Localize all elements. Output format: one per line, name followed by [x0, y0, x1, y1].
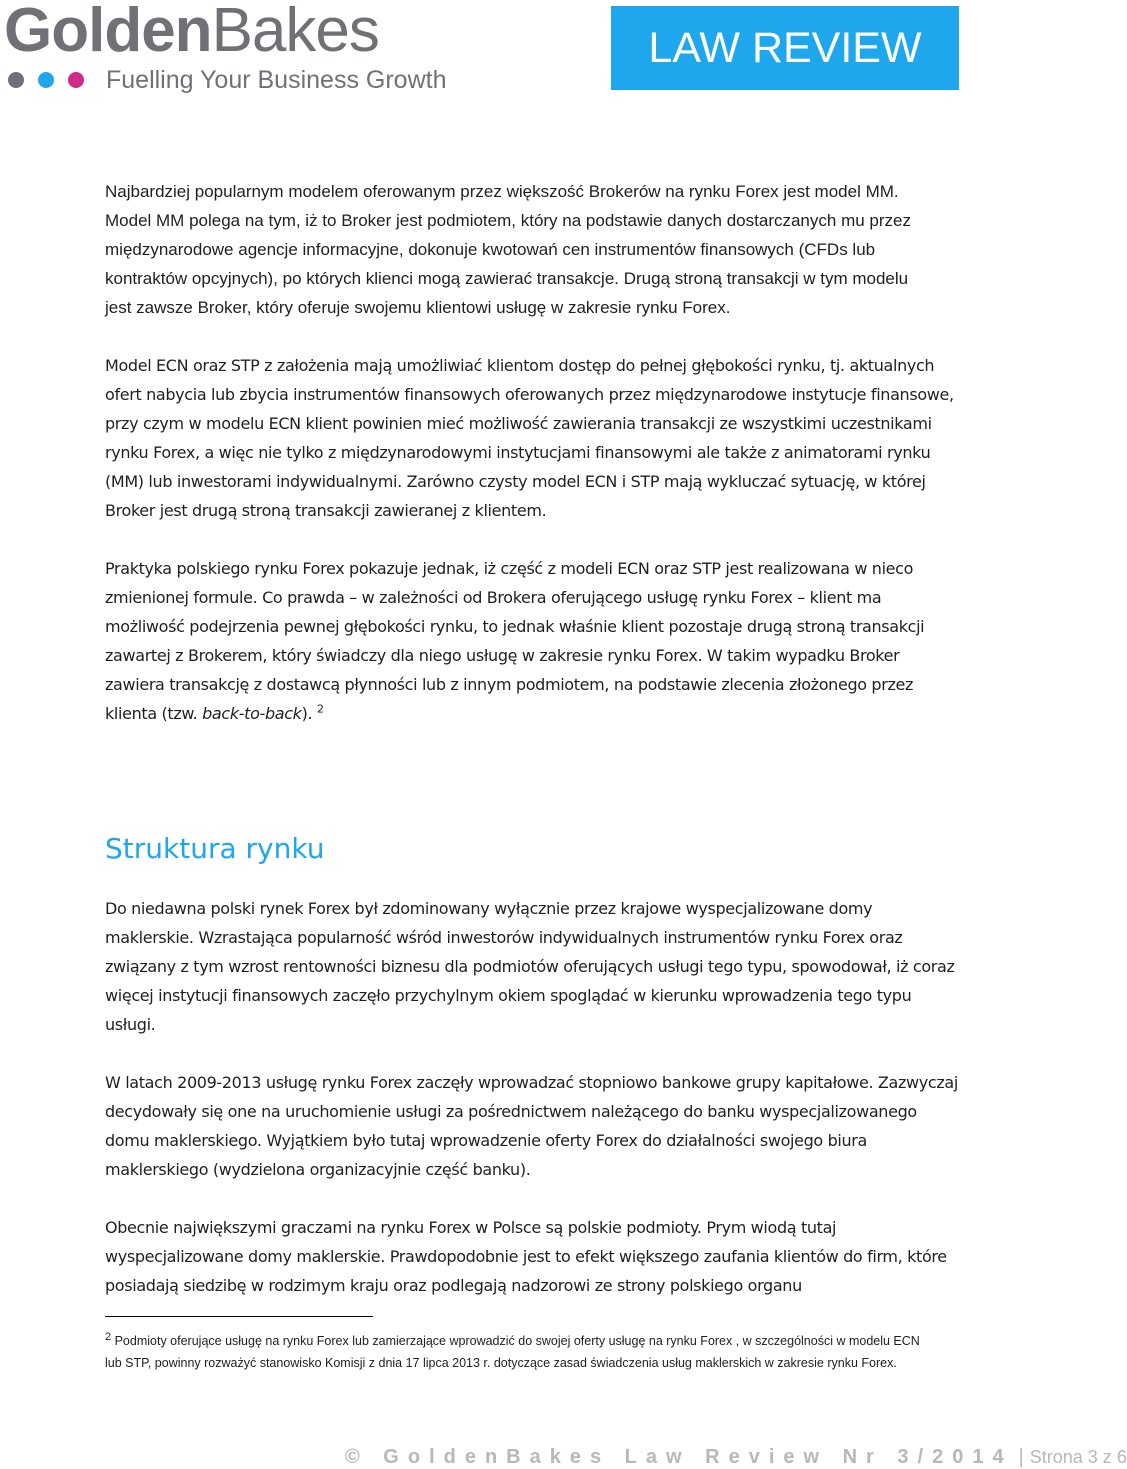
law-review-badge: LAW REVIEW	[611, 6, 959, 90]
footer-separator: |	[1018, 1446, 1024, 1468]
footnote	[105, 1330, 925, 1374]
section-content	[105, 894, 960, 1300]
blue-dot-icon	[38, 72, 54, 88]
gray-dot-icon	[8, 72, 24, 88]
paragraph-practice-text: Praktyka polskiego rynku Forex pokazuje jednak, iż część z modeli ECN oraz STP jest realizowana w nieco zmienionej formule. Co prawda – w zależności od Brokera oferującego usługę rynku Forex – klient ma możliwość podejrzenia pewnej głębokości rynku, to jednak właśnie klient pozostaje drugą stroną transakcji zawartej z Brokerem, który świadczy dla niego usługę w zakresie rynku Forex. W takim wypadku Broker zawiera transakcję z dostawcą płynności lub z innym podmiotem, na podstawie zlecenia złożonego przez klienta (tzw.	[105, 559, 925, 723]
section-heading: Struktura rynku	[105, 832, 325, 865]
logo-light: Bakes	[211, 0, 379, 65]
footnote-reference[interactable]: 2	[316, 702, 324, 716]
logo-bold: Golden	[4, 0, 212, 65]
magenta-dot-icon	[68, 72, 84, 88]
footer-brand: © GoldenBakes Law Review Nr 3/2014	[345, 1446, 1013, 1468]
paragraph-ecn-stp: Model ECN oraz STP z założenia mają umożliwiać klientom dostęp do pełnej głębokości rynku, tj. aktualnych ofert nabycia lub zbycia instrumentów finansowych oferowanych przez międzynarodowe instytucje finansowe, przy czym w modelu ECN klient powinien mieć możliwość zawierania transakcji ze wszystkimi uczestnikami rynku Forex, a więc nie tylko z międzynarodowymi instytucjami finansowymi ale także z animatorami rynku (MM) lub inwestorami indywidualnymi. Zarówno czysty model ECN i STP mają wykluczać sytuację, w której Broker jest drugą stroną transakcji zawieranej z klientem.	[105, 356, 954, 520]
paragraph-practice-end: ).	[301, 704, 313, 723]
main-content	[105, 177, 955, 728]
paragraph-market-history: Do niedawna polski rynek Forex był zdominowany wyłącznie przez krajowe wyspecjalizowane domy maklerskie. Wzrastająca popularność wśród inwestorów indywidualnych instrumentów rynku Forex oraz związany z tym wzrost rentowności biznesu dla podmiotów oferujących usługi tego typu, spowodował, iż coraz więcej instytucji finansowych zaczęło przychylnym okiem spoglądać w kierunku wprowadzenia tego typu usługi.	[105, 899, 955, 1034]
page-footer	[345, 1446, 1127, 1469]
footnote-divider	[105, 1316, 373, 1317]
logo-dots	[8, 72, 84, 88]
footnote-text: Podmioty oferujące usługę na rynku Forex lub zamierzające wprowadzić do swojej oferty usługę na rynku Forex , w szczególności w modelu ECN lub STP, powinny rozważyć stanowisko Komisji z dnia 17 lipca 2013 r. dotyczące zasad świadczenia usług maklerskich w zakresie rynku Forex.	[105, 1334, 920, 1370]
page-number: Strona 3 z 6	[1029, 1447, 1127, 1467]
logo-wordmark	[4, 0, 379, 65]
footnote-marker: 2	[105, 1330, 112, 1343]
paragraph-mm-model: Najbardziej popularnym modelem oferowanym przez większość Brokerów na rynku Forex jest model MM. Model MM polega na tym, iż to Broker jest podmiotem, który na podstawie danych dostarczanych mu przez międzynarodowe agencje informacyjne, dokonuje kwotowań cen instrumentów finansowych (CFDs lub kontraktów opcyjnych), po których klienci mogą zawierać transakcje. Drugą stroną transakcji w tym modelu jest zawsze Broker, który oferuje swojemu klientowi usługę w zakresie rynku Forex.	[105, 182, 911, 317]
paragraph-practice-italic: back-to-back	[202, 704, 302, 723]
paragraph-practice	[105, 554, 955, 728]
paragraph-current-players: Obecnie największymi graczami na rynku Forex w Polsce są polskie podmioty. Prym wiodą tutaj wyspecjalizowane domy maklerskie. Prawdopodobnie jest to efekt większego zaufania klientów do firm, które posiadają siedzibę w rodzimym kraju oraz podlegają nadzorowi ze strony polskiego organu	[105, 1218, 947, 1295]
paragraph-banks: W latach 2009-2013 usługę rynku Forex zaczęły wprowadzać stopniowo bankowe grupy kapitałowe. Zazwyczaj decydowały się one na uruchomienie usługi za pośrednictwem należącego do banku wyspecjalizowanego domu maklerskiego. Wyjątkiem było tutaj wprowadzenie oferty Forex do działalności swojego biura maklerskiego (wydzielona organizacyjnie część banku).	[105, 1073, 958, 1179]
logo-tagline: Fuelling Your Business Growth	[106, 66, 447, 94]
